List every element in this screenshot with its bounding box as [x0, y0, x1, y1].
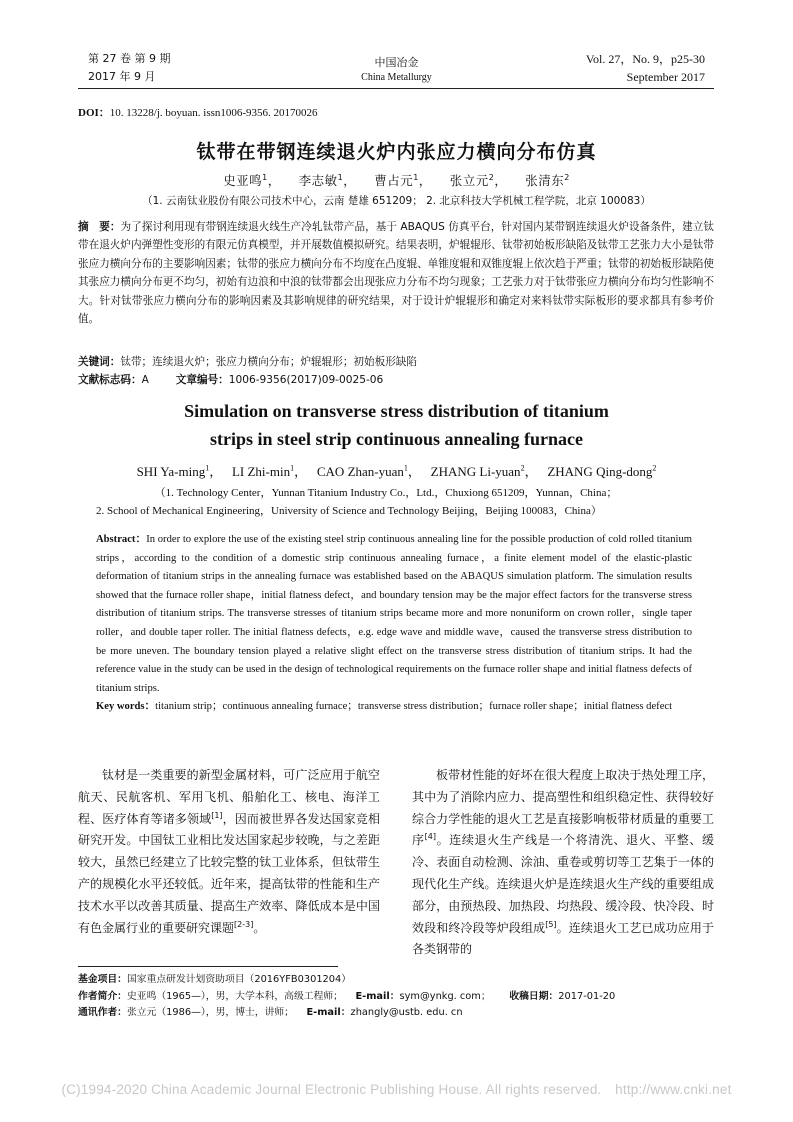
abstract-cn [78, 218, 714, 328]
body-text: 。 [253, 920, 266, 935]
affiliation-en-line: （1. Technology Center，Yunnan Titanium Industry Co.，Ltd.，Chuxiong 651209，Yunnan，China； [154, 487, 618, 499]
citation[interactable]: [1] [211, 810, 223, 820]
body-text: 。连续退火工艺已成功应用于各类钢带的 [412, 920, 714, 957]
body-text: 板带材性能的好坏在很大程度上取决于热处理工序，其中为了消除内应力、提高塑性和组织稳定性、获得较好综合力学性能的退火工艺是直接影响板带材质量的重要工序 [412, 768, 714, 848]
title-en-line: strips in steel strip continuous annealing furnace [209, 429, 584, 449]
author-cn: 史亚鸣$^1$， [223, 172, 281, 188]
keywords-en [96, 698, 692, 717]
body-text: 钛材是一类重要的新型金属材料，可广泛应用于航空航天、民航客机、军用飞机、船舶化工、核电、海洋工程、医疗体育等诸多领域 [78, 768, 380, 826]
publication-month: September 2017 [626, 70, 705, 84]
doi-value: 10. 13228/j. boyuan. issn1006-9356. 20170026 [109, 107, 318, 119]
doc-code-label: 文献标志码： [78, 374, 142, 386]
watermark: (C)1994-2020 China Academic Journal Electronic Publishing House. All rights reserved. http://www.cnki.net [61, 1082, 732, 1097]
abstract-cn-text: 为了探讨利用现有带钢连续退火线生产冷轧钛带产品，基于 ABAQUS 仿真平台，针对国内某带钢连续退火炉设备条件，建立钛带在退火炉内弹塑性变形的有限元仿真模型，并开展数值模拟研究。结果表明，炉辊辊形、钛带初始板形缺陷及钛带工艺张力大小是钛带张应力横向分布的主要影响因素；钛带的张应力横向分布不均度在凸度辊、单锥度辊和双锥度辊上依次趋于严重；钛带的初始板形缺陷使其张应力横向分布更不均匀，初始有边浪和中浪的钛带都会出现张应力分布不均匀现象；工艺张力对于钛带张应力横向分布均匀性影响不大。针对钛带张应力横向分布的影响因素及其影响规律的研究结果，对于设计炉辊辊形和确定对来料钛带实际板形的要求都具有参考价值。 [78, 221, 715, 326]
abstract-en-text: In order to explore the use of the existing steel strip continuous annealing line for the possible production of cold rolled titanium strips，according to the condition of a domestic strip continuous annealing furnace，a finite element model of the elastic-plastic deformation of titanium strips in the annealing furnace was established based on the ABAQUS simulation platform. The simulation results showed that the furnace roller shape，initial flatness defect，and boundary tension may be the major effect factors for the transverse stress distribution of titanium strips. The transverse stresses of titanium strips became more and more nonuniform on crown roller，single taper roller，and double taper roller. The initial flatness defects，e.g. edge wave and middle wave，caused the transverse stress distribution to be more uneven. The boundary tension played a relative slight effect on the transverse stress distribution of titanium strips. It had the reference value in the study can be used in the design of technological requirements on the furnace roller shape and initial flatness defects of titanium strips. [96, 534, 693, 694]
journal-name-en: China Metallurgy [361, 72, 432, 83]
author-en: ZHANG Li-yuan$^2$， [430, 463, 538, 479]
citation[interactable]: [4] [424, 832, 436, 842]
authors-cn [0, 171, 793, 189]
article-number-label: 文章编号： [175, 374, 229, 386]
affiliation-en-line: 2. School of Mechanical Engineering，University of Science and Technology Beijing，Beijing 100083，China） [96, 505, 602, 517]
keywords-cn-text: 钛带；连续退火炉；张应力横向分布；炉辊辊形；初始板形缺陷 [120, 356, 417, 368]
body-column-left [78, 765, 380, 939]
affiliation-cn: （1. 云南钛业股份有限公司技术中心，云南 楚雄 651209； 2. 北京科技大学机械工程学院，北京 100083） [142, 195, 651, 207]
title-en [0, 397, 793, 453]
body-text: 。连续退火生产线是一个将清洗、退火、平整、缓冷、表面自动检测、涂油、重卷或剪切等工艺集于一体的现代化生产线。连续退火炉是连续退火生产线的重要组成部分，由预热段、加热段、均热段、缓冷段、快冷段、时效段和终冷段等炉段组成 [412, 833, 714, 935]
abstract-cn-label: 摘 要： [78, 221, 121, 233]
affiliation-en [96, 484, 716, 520]
issue-date: 2017 年 9 月 [88, 70, 156, 83]
doi [78, 104, 318, 120]
abstract-en-label: Abstract： [96, 534, 147, 545]
author-cn: 李志敏$^1$， [298, 172, 357, 188]
corresponding-email[interactable]: zhangly@ustb. edu. cn [350, 1007, 463, 1018]
title-cn: 钛带在带钢连续退火炉内张应力横向分布仿真 [196, 141, 597, 163]
footnotes [78, 972, 718, 1022]
citation[interactable]: [5] [545, 919, 557, 929]
author-cn: 曹占元$^1$， [374, 172, 432, 188]
author-note: 作者简介：史亚鸣（1965—），男，大学本科，高级工程师； E-mail：sym@ynkg. com； 收稿日期：2017-01-20 [78, 990, 616, 1002]
corresponding-author-note: 通讯作者：张立元（1986—），男，博士，讲师； E-mail：zhangly@ustb. edu. cn [78, 1007, 463, 1018]
journal-name-cn: 中国冶金 [374, 56, 419, 69]
title-en-line: Simulation on transverse stress distribution of titanium [184, 401, 609, 421]
author-en: SHI Ya-ming$^1$， [136, 463, 223, 479]
footnote-rule [78, 966, 338, 967]
author-cn: 张清东$^2$ [525, 172, 570, 188]
volume-pages: Vol. 27，No. 9，p25-30 [585, 52, 705, 66]
author-en: CAO Zhan-yuan$^1$， [316, 463, 421, 479]
keywords-en-label: Key words： [96, 701, 156, 713]
keywords-cn-label: 关键词： [78, 356, 121, 368]
citation[interactable]: [2-3] [234, 919, 254, 929]
author-en: LI Zhi-$\min^1$， [231, 463, 308, 479]
author-cn: 张立元$^2$， [449, 172, 508, 188]
doc-code-value: A [141, 374, 149, 386]
document-codes [78, 372, 714, 389]
header-rule [78, 88, 714, 89]
body-text: ，因而被世界各发达国家竞相研究开发。中国钛工业相比发达国家起步较晚，与之差距较大，虽然已经建立了比较完整的钛工业体系，但钛带生产的规模化水平还较低。近年来，提高钛带的性能和生产技术水平以改善其质量、提高生产效率、降低成本是中国有色金属行业的重要研究课题 [78, 811, 380, 935]
keywords-cn [78, 354, 714, 371]
abstract-en [96, 531, 692, 717]
issue-volume: 第 27 卷 第 9 期 [88, 52, 171, 65]
author-en: ZHANG Qing-dong$^2$ [547, 463, 657, 479]
fund-note: 基金项目：国家重点研发计划资助项目（2016YFB0301204） [78, 974, 352, 985]
keywords-en-text: titanium strip；continuous annealing furnace；transverse stress distribution；furnace roller shape；initial flatness defect [155, 701, 673, 713]
body-column-right [412, 765, 714, 961]
authors-en [0, 461, 793, 480]
doi-label: DOI： [78, 107, 110, 119]
article-number-value: 1006-9356(2017)09-0025-06 [228, 374, 384, 386]
